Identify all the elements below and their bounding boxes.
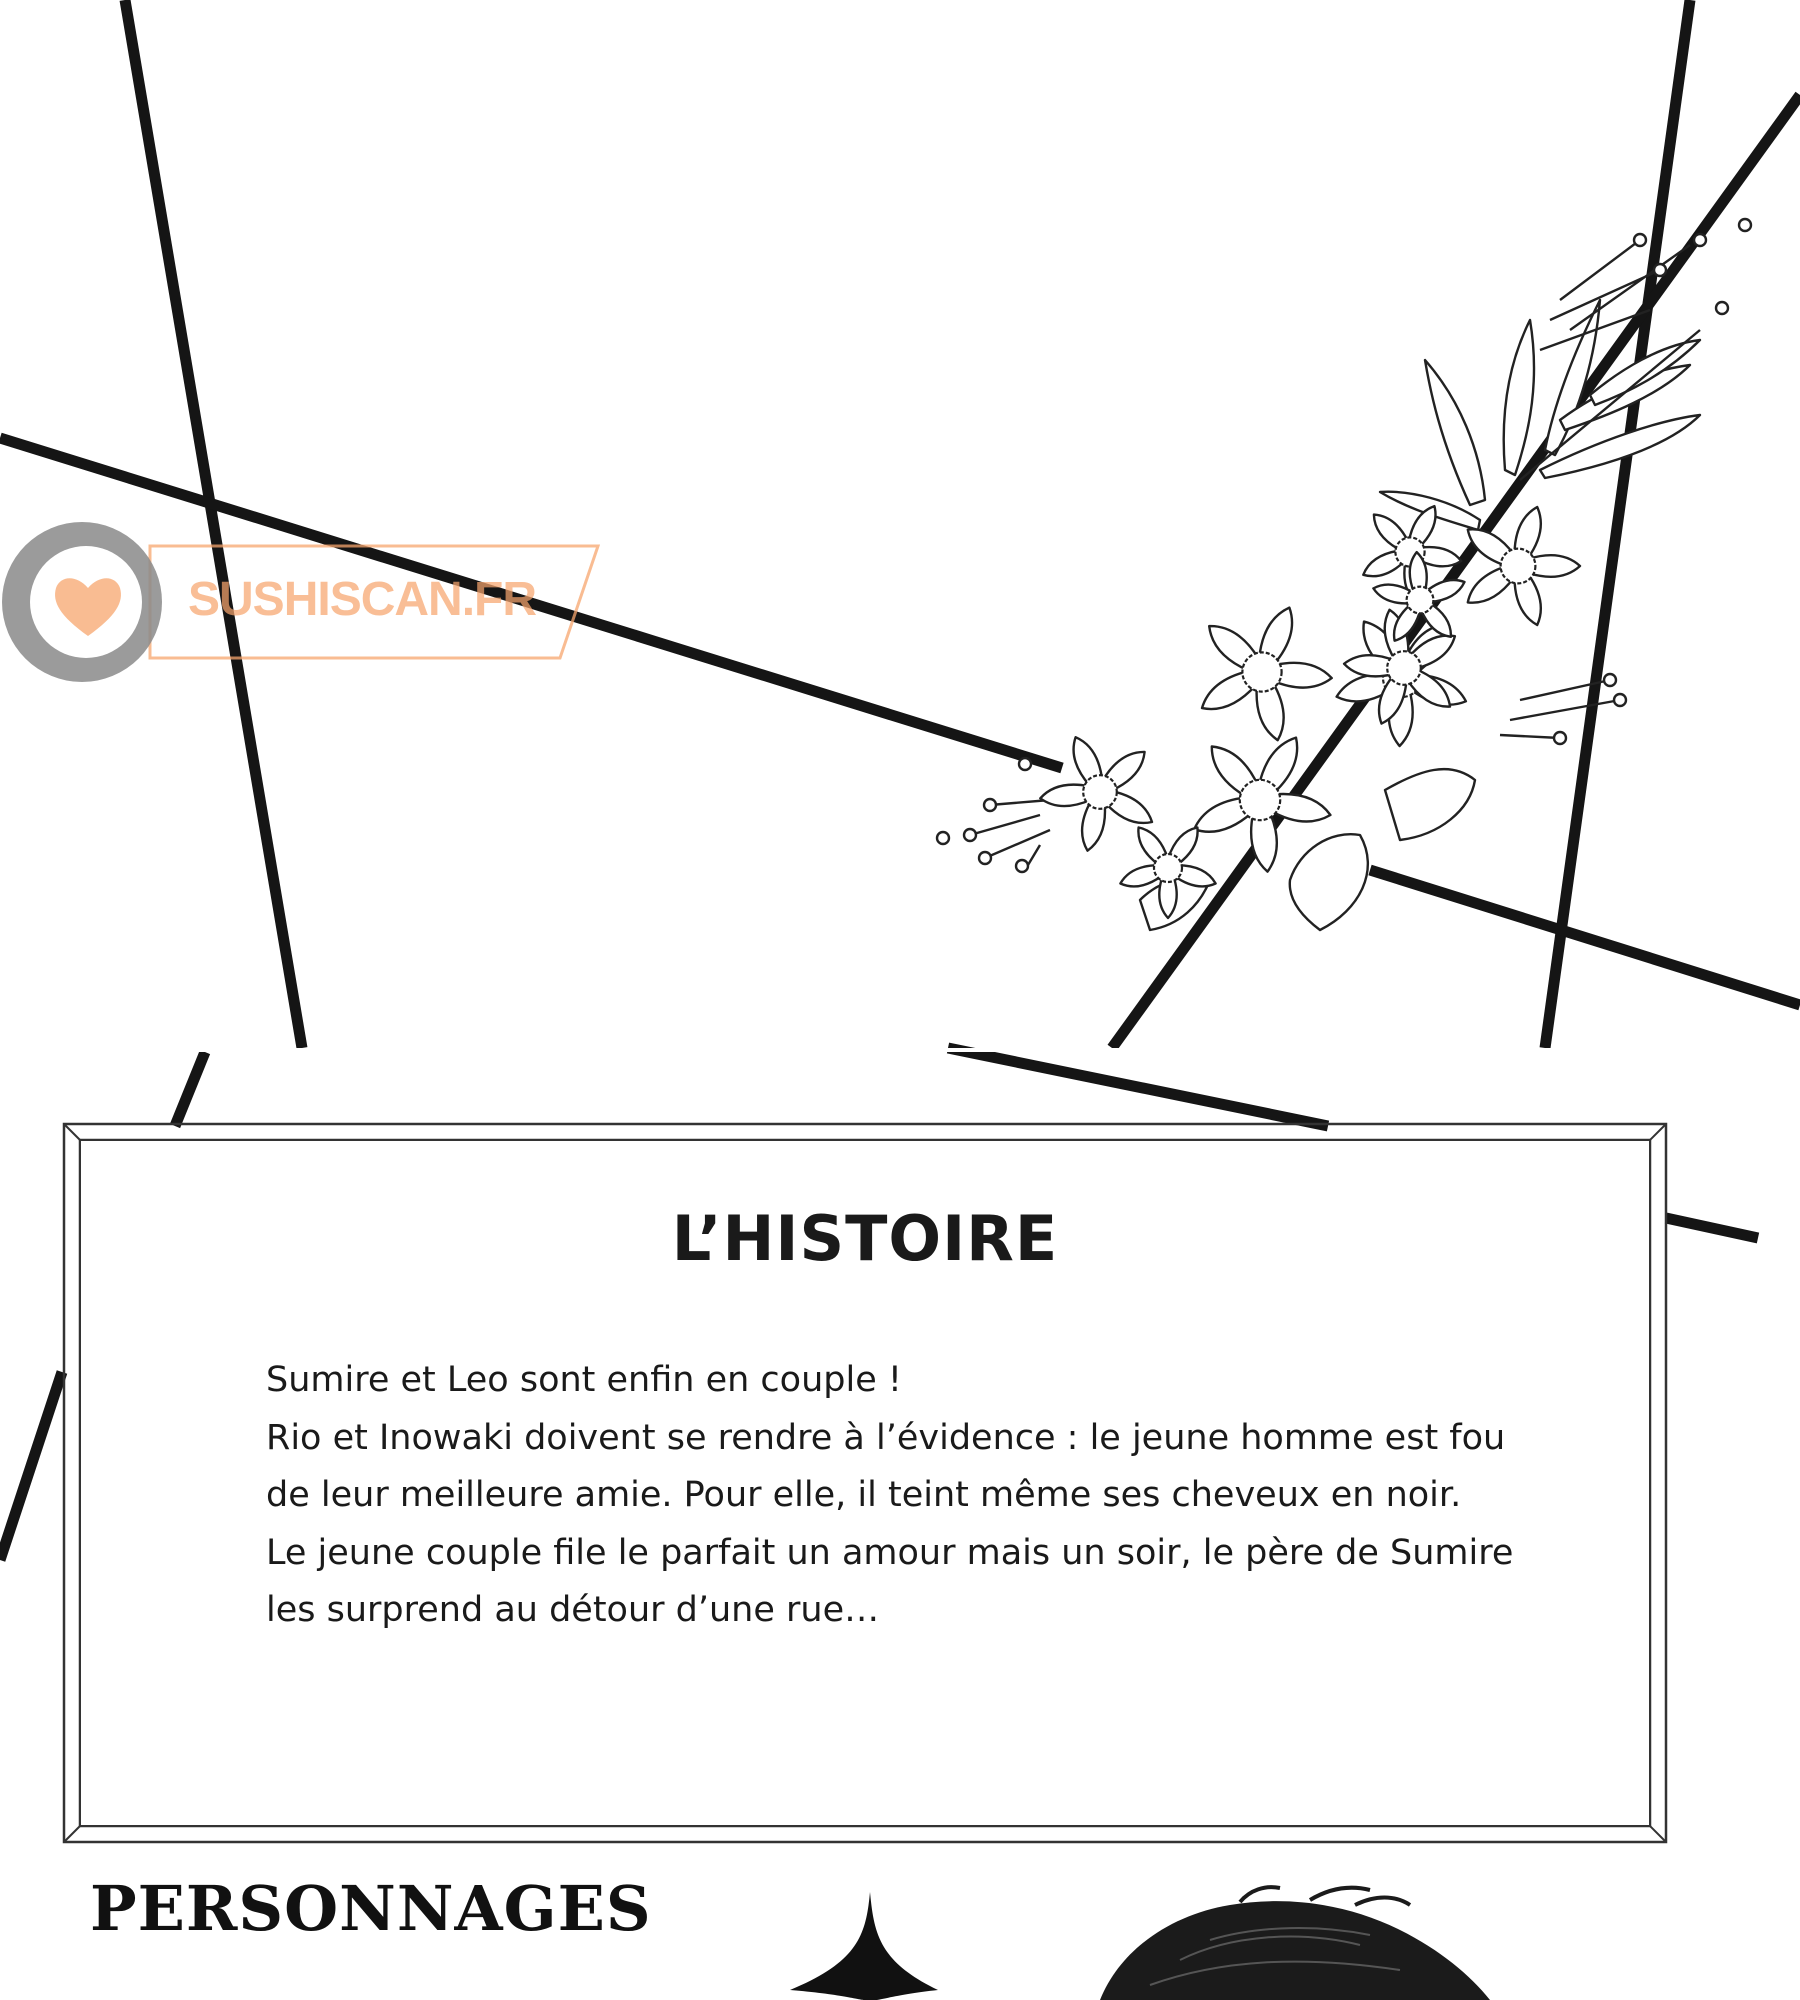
flower-blossom: [1040, 737, 1152, 851]
flower-blossom: [1120, 828, 1215, 919]
story-text: [266, 1352, 1514, 1640]
story-line: Sumire et Leo sont enfin en couple !: [266, 1360, 902, 1400]
character-hair-illustration: [1100, 1887, 1490, 2000]
panel-gap: [0, 1048, 1800, 1052]
watermark-text[interactable]: SUSHISCAN.FR: [188, 573, 537, 626]
sparkle-star-icon: [790, 1892, 938, 2000]
story-line: de leur meilleure amie. Pour elle, il teint même ses cheveux en noir.: [266, 1475, 1462, 1515]
flower-center: [1387, 651, 1421, 685]
story-panel: [64, 1124, 1666, 1842]
story-line: Le jeune couple file le parfait un amour mais un soir, le père de Sumire: [266, 1532, 1514, 1573]
flower-center: [1240, 780, 1280, 820]
story-line: Rio et Inowaki doivent se rendre à l’évidence : le jeune homme est fou: [266, 1417, 1506, 1458]
characters-heading: PERSONNAGES: [90, 1872, 652, 1945]
flower-center: [1083, 775, 1117, 809]
flower-blossom: [1202, 608, 1332, 741]
flower-center: [1154, 854, 1182, 882]
watermark: [0, 518, 600, 686]
story-title: L’HISTOIRE: [671, 1202, 1059, 1275]
flower-center: [1407, 587, 1434, 614]
flower-center: [1242, 652, 1281, 691]
flower-center: [1501, 549, 1536, 584]
story-line: les surprend au détour d’une rue…: [266, 1590, 880, 1630]
